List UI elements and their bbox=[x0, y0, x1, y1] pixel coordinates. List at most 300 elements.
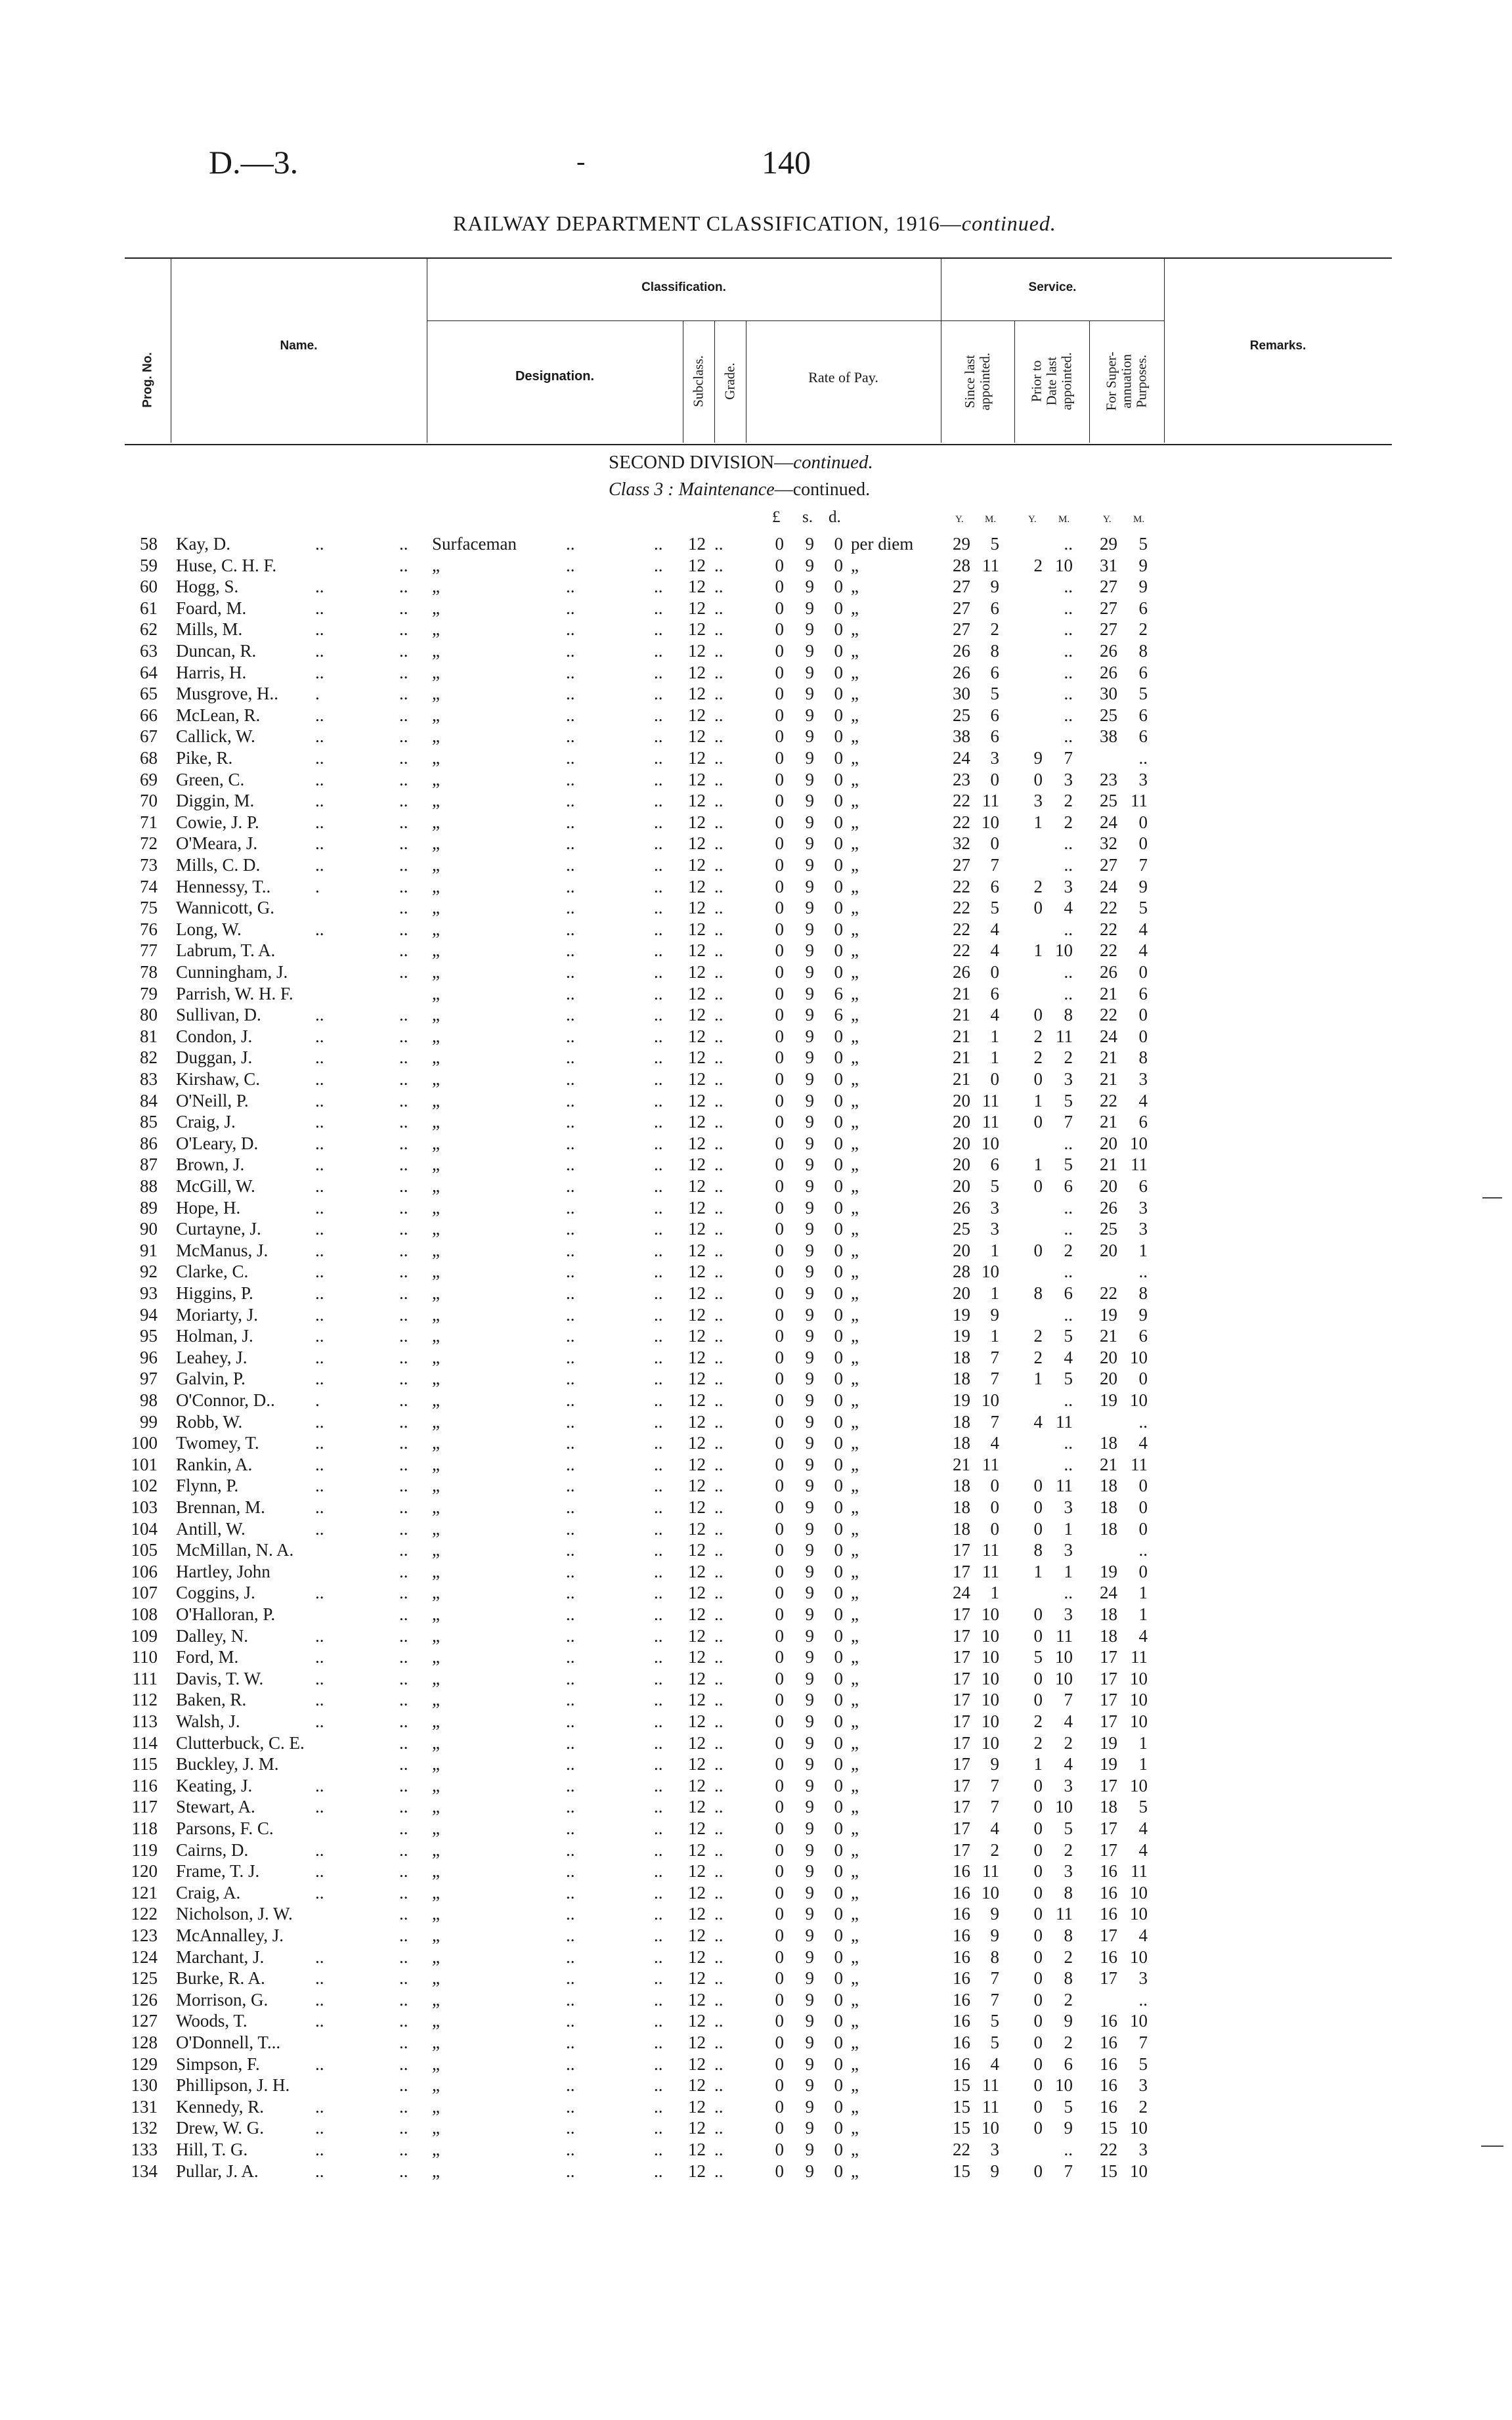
pay-period: „ bbox=[851, 2161, 859, 2181]
name-leader: .. bbox=[315, 619, 324, 640]
pay-period: „ bbox=[851, 1176, 859, 1196]
prior-months: 9 bbox=[1064, 2011, 1073, 2031]
subclass-leader: .. bbox=[654, 1904, 663, 1924]
pay-pounds: 0 bbox=[775, 748, 784, 768]
table-row bbox=[0, 1818, 1512, 1839]
since-months: 2 bbox=[990, 1839, 999, 1860]
table-row bbox=[0, 1454, 1512, 1475]
designation: „ bbox=[432, 1518, 440, 1539]
super-years: 26 bbox=[1100, 641, 1117, 661]
pay-period: „ bbox=[851, 1818, 859, 1838]
designation: „ bbox=[432, 705, 440, 725]
grade: 12 bbox=[688, 2140, 706, 2159]
pay-pounds: 0 bbox=[775, 705, 784, 725]
pay-pence: 0 bbox=[834, 1711, 843, 1731]
prior-months: 3 bbox=[1064, 1604, 1073, 1624]
grade: 12 bbox=[688, 1647, 706, 1667]
grade-leader: .. bbox=[714, 748, 724, 768]
grade: 12 bbox=[688, 1989, 706, 2010]
table-row bbox=[0, 705, 1512, 726]
prior-months: 2 bbox=[1064, 791, 1073, 811]
pay-pounds: 0 bbox=[775, 1304, 784, 1325]
pay-pence: 0 bbox=[834, 1668, 843, 1688]
designation-header: Designation. bbox=[515, 369, 594, 384]
designation: „ bbox=[432, 833, 440, 854]
pay-pence: 0 bbox=[834, 1904, 843, 1924]
super-months: 3 bbox=[1138, 1219, 1148, 1239]
table-row bbox=[0, 555, 1512, 576]
since-years: 28 bbox=[953, 1262, 970, 1282]
pay-shillings: 9 bbox=[805, 641, 814, 661]
pay-period: „ bbox=[851, 1947, 859, 1967]
prior-months: .. bbox=[1064, 2140, 1073, 2159]
name-leader: .. bbox=[315, 1155, 324, 1175]
section-subtitle: Class 3 : Maintenance—continued. bbox=[609, 479, 871, 500]
prog-no: 102 bbox=[131, 1476, 158, 1496]
pay-shillings: 9 bbox=[805, 1925, 814, 1945]
pay-shillings: 9 bbox=[805, 1839, 814, 1860]
since-years: 20 bbox=[953, 1283, 970, 1303]
super-months: 1 bbox=[1138, 1732, 1148, 1753]
grade: 12 bbox=[688, 1904, 706, 1924]
pay-pounds: 0 bbox=[775, 855, 784, 875]
pay-period: „ bbox=[851, 1882, 859, 1903]
super-years: 21 bbox=[1100, 1454, 1117, 1474]
prior-years: 9 bbox=[1033, 748, 1043, 768]
super-months: 0 bbox=[1138, 1518, 1148, 1539]
pay-pence: 0 bbox=[834, 1219, 843, 1239]
designation: „ bbox=[432, 1112, 440, 1132]
prior-years: 0 bbox=[1033, 1690, 1043, 1710]
table-row bbox=[0, 1304, 1512, 1325]
prog-no: 98 bbox=[140, 1390, 158, 1410]
leader: .. bbox=[399, 1155, 408, 1175]
since-years: 17 bbox=[953, 1604, 970, 1624]
super-months: 0 bbox=[1138, 1497, 1148, 1517]
designation-leader: .. bbox=[566, 1861, 575, 1881]
unit-months-1: M. bbox=[985, 514, 997, 525]
since-years: 22 bbox=[953, 791, 970, 811]
super-months: .. bbox=[1138, 748, 1148, 768]
grade: 12 bbox=[688, 1540, 706, 1560]
leader: .. bbox=[399, 1540, 408, 1560]
prior-months: 2 bbox=[1064, 812, 1073, 832]
subclass-leader: .. bbox=[654, 619, 663, 640]
name-leader: .. bbox=[315, 1839, 324, 1860]
pay-period: „ bbox=[851, 684, 859, 704]
prior-months: .. bbox=[1064, 662, 1073, 682]
since-years: 27 bbox=[953, 577, 970, 597]
designation-leader: .. bbox=[566, 1262, 575, 1282]
pay-shillings: 9 bbox=[805, 1283, 814, 1303]
prog-no: 134 bbox=[131, 2161, 158, 2181]
pay-pence: 6 bbox=[834, 983, 843, 1003]
designation: „ bbox=[432, 919, 440, 939]
pay-pounds: 0 bbox=[775, 1133, 784, 1153]
super-months: 10 bbox=[1130, 1882, 1148, 1903]
pay-pounds: 0 bbox=[775, 1326, 784, 1346]
subclass-leader: .. bbox=[654, 1155, 663, 1175]
prog-no: 64 bbox=[140, 662, 158, 682]
since-months: 7 bbox=[990, 1411, 999, 1432]
grade-leader: .. bbox=[714, 1732, 724, 1753]
super-months: 6 bbox=[1138, 705, 1148, 725]
pay-pounds: 0 bbox=[775, 1839, 784, 1860]
grade-leader: .. bbox=[714, 769, 724, 789]
prior-months: 2 bbox=[1064, 1732, 1073, 1753]
super-months: 0 bbox=[1138, 833, 1148, 854]
pay-period: „ bbox=[851, 748, 859, 768]
pay-shillings: 9 bbox=[805, 940, 814, 961]
grade-leader: .. bbox=[714, 1604, 724, 1624]
name-leader: .. bbox=[315, 1069, 324, 1089]
prog-no: 97 bbox=[140, 1369, 158, 1389]
leader: .. bbox=[399, 1026, 408, 1046]
grade: 12 bbox=[688, 855, 706, 875]
name-leader: .. bbox=[315, 1219, 324, 1239]
since-months: 6 bbox=[990, 1155, 999, 1175]
designation-leader: .. bbox=[566, 791, 575, 811]
name-leader: .. bbox=[315, 662, 324, 682]
subclass-header: Subclass. bbox=[690, 355, 706, 407]
since-years: 17 bbox=[953, 1561, 970, 1581]
header-dash: - bbox=[576, 146, 586, 176]
designation: „ bbox=[432, 684, 440, 704]
grade: 12 bbox=[688, 1304, 706, 1325]
super-years: 18 bbox=[1100, 1433, 1117, 1453]
prog-no: 83 bbox=[140, 1069, 158, 1089]
pay-period: „ bbox=[851, 1090, 859, 1111]
pay-pence: 0 bbox=[834, 1818, 843, 1838]
prior-years: 0 bbox=[1033, 1882, 1043, 1903]
pay-period: „ bbox=[851, 1968, 859, 1989]
name-leader: .. bbox=[315, 2161, 324, 2181]
pay-shillings: 9 bbox=[805, 2140, 814, 2159]
pay-pence: 0 bbox=[834, 1240, 843, 1260]
since-months: 0 bbox=[990, 1497, 999, 1517]
subclass-leader: .. bbox=[654, 1583, 663, 1603]
name: Duggan, J. bbox=[176, 1047, 253, 1068]
pay-pence: 0 bbox=[834, 705, 843, 725]
since-months: 6 bbox=[990, 726, 999, 747]
designation: „ bbox=[432, 1647, 440, 1667]
prog-no: 84 bbox=[140, 1090, 158, 1111]
super-years: 16 bbox=[1100, 1861, 1117, 1881]
table-row bbox=[0, 576, 1512, 597]
since-years: 18 bbox=[953, 1433, 970, 1453]
pay-pence: 0 bbox=[834, 962, 843, 982]
prior-months: 2 bbox=[1064, 1839, 1073, 1860]
pay-shillings: 9 bbox=[805, 555, 814, 575]
prior-months: 5 bbox=[1064, 1090, 1073, 1111]
grade: 12 bbox=[688, 1668, 706, 1688]
subclass-leader: .. bbox=[654, 1390, 663, 1410]
pay-period: „ bbox=[851, 619, 859, 640]
since-years: 22 bbox=[953, 2140, 970, 2159]
pay-pence: 0 bbox=[834, 662, 843, 682]
name: Walsh, J. bbox=[176, 1711, 240, 1731]
since-months: 0 bbox=[990, 1476, 999, 1496]
pay-pence: 0 bbox=[834, 1262, 843, 1282]
prior-years: 0 bbox=[1033, 898, 1043, 918]
subclass-leader: .. bbox=[654, 1861, 663, 1881]
prog-no: 60 bbox=[140, 577, 158, 597]
name: O'Connor, D.. bbox=[176, 1390, 275, 1410]
rate-of-pay-header: Rate of Pay. bbox=[808, 369, 878, 385]
prior-years: 4 bbox=[1033, 1411, 1043, 1432]
super-months: 10 bbox=[1130, 1711, 1148, 1731]
subclass-leader: .. bbox=[654, 1775, 663, 1795]
pay-shillings: 9 bbox=[805, 1497, 814, 1517]
name: Hill, T. G. bbox=[176, 2140, 248, 2159]
leader: .. bbox=[399, 1947, 408, 1967]
name-leader: .. bbox=[315, 2054, 324, 2074]
leader: .. bbox=[399, 1283, 408, 1303]
pay-pence: 0 bbox=[834, 2075, 843, 2096]
super-months: 3 bbox=[1138, 2075, 1148, 2096]
prior-months: .. bbox=[1064, 855, 1073, 875]
super-months: 11 bbox=[1131, 1861, 1148, 1881]
leader: .. bbox=[399, 1561, 408, 1581]
designation-leader: .. bbox=[566, 1540, 575, 1560]
pay-shillings: 9 bbox=[805, 1989, 814, 2010]
designation-leader: .. bbox=[566, 1476, 575, 1496]
table-row bbox=[0, 833, 1512, 854]
designation-leader: .. bbox=[566, 2118, 575, 2138]
table-row bbox=[0, 1411, 1512, 1432]
name: O'Halloran, P. bbox=[176, 1604, 276, 1624]
name: Stewart, A. bbox=[176, 1797, 255, 1817]
super-months: 5 bbox=[1138, 684, 1148, 704]
since-years: 21 bbox=[953, 1047, 970, 1068]
table-row bbox=[0, 1711, 1512, 1732]
pay-pounds: 0 bbox=[775, 1176, 784, 1196]
prog-no: 61 bbox=[140, 598, 158, 618]
leader: .. bbox=[399, 812, 408, 832]
pay-period: „ bbox=[851, 1797, 859, 1817]
pay-shillings: 9 bbox=[805, 1540, 814, 1560]
designation-leader: .. bbox=[566, 1454, 575, 1474]
prog-no: 78 bbox=[140, 962, 158, 982]
grade-leader: .. bbox=[714, 940, 724, 961]
super-years: 21 bbox=[1100, 1069, 1117, 1089]
grade: 12 bbox=[688, 1518, 706, 1539]
name: Mills, M. bbox=[176, 619, 243, 640]
super-years: 16 bbox=[1100, 2054, 1117, 2074]
subclass-leader: .. bbox=[654, 1518, 663, 1539]
since-months: 10 bbox=[982, 1625, 999, 1646]
unit-shillings: s. bbox=[802, 508, 813, 526]
grade-leader: .. bbox=[714, 534, 724, 554]
table-row bbox=[0, 897, 1512, 918]
pay-pounds: 0 bbox=[775, 1390, 784, 1410]
subclass-leader: .. bbox=[654, 791, 663, 811]
name-leader: .. bbox=[315, 1197, 324, 1218]
prog-no: 100 bbox=[131, 1433, 158, 1453]
pay-pounds: 0 bbox=[775, 898, 784, 918]
since-years: 17 bbox=[953, 1625, 970, 1646]
designation: „ bbox=[432, 662, 440, 682]
pay-pence: 0 bbox=[834, 1947, 843, 1967]
grade-leader: .. bbox=[714, 876, 724, 896]
prior-months: .. bbox=[1064, 534, 1073, 554]
since-months: 11 bbox=[982, 1561, 999, 1581]
table-row bbox=[0, 812, 1512, 833]
pay-shillings: 9 bbox=[805, 983, 814, 1003]
prog-no: 75 bbox=[140, 898, 158, 918]
pay-pence: 0 bbox=[834, 1561, 843, 1581]
grade-leader: .. bbox=[714, 2096, 724, 2117]
subclass-leader: .. bbox=[654, 684, 663, 704]
designation-leader: .. bbox=[566, 1304, 575, 1325]
pay-period: „ bbox=[851, 1668, 859, 1688]
subclass-leader: .. bbox=[654, 1112, 663, 1132]
since-months: 6 bbox=[990, 705, 999, 725]
pay-period: „ bbox=[851, 1005, 859, 1025]
pay-shillings: 9 bbox=[805, 2033, 814, 2052]
designation: „ bbox=[432, 1197, 440, 1218]
prog-no: 99 bbox=[140, 1411, 158, 1432]
prog-no: 132 bbox=[131, 2118, 158, 2138]
designation-leader: .. bbox=[566, 1155, 575, 1175]
prog-no: 93 bbox=[140, 1283, 158, 1303]
name-leader: .. bbox=[315, 1497, 324, 1517]
prior-years: 0 bbox=[1033, 769, 1043, 789]
grade: 12 bbox=[688, 598, 706, 618]
grade-leader: .. bbox=[714, 1754, 724, 1774]
super-years: 16 bbox=[1100, 2033, 1117, 2052]
table-row bbox=[0, 876, 1512, 897]
pay-shillings: 9 bbox=[805, 748, 814, 768]
pay-pence: 0 bbox=[834, 1518, 843, 1539]
prior-years: 2 bbox=[1033, 1732, 1043, 1753]
pay-pounds: 0 bbox=[775, 1797, 784, 1817]
subclass-leader: .. bbox=[654, 2033, 663, 2052]
table-row bbox=[0, 1111, 1512, 1132]
name-leader: .. bbox=[315, 1518, 324, 1539]
since-years: 17 bbox=[953, 1775, 970, 1795]
designation-leader: .. bbox=[566, 1176, 575, 1196]
super-months: 11 bbox=[1131, 1155, 1148, 1175]
pay-shillings: 9 bbox=[805, 1476, 814, 1496]
pay-pence: 0 bbox=[834, 619, 843, 640]
table-row bbox=[0, 1582, 1512, 1603]
grade: 12 bbox=[688, 2075, 706, 2096]
prog-no: 74 bbox=[140, 876, 158, 896]
grade-leader: .. bbox=[714, 1989, 724, 2010]
pay-period: „ bbox=[851, 1219, 859, 1239]
pay-pence: 0 bbox=[834, 1347, 843, 1367]
super-years: 22 bbox=[1100, 1005, 1117, 1025]
since-months: 9 bbox=[990, 1904, 999, 1924]
grade: 12 bbox=[688, 1369, 706, 1389]
pay-pence: 0 bbox=[834, 577, 843, 597]
pay-period: „ bbox=[851, 1390, 859, 1410]
name: Moriarty, J. bbox=[176, 1304, 258, 1325]
super-years: 25 bbox=[1100, 1219, 1117, 1239]
name-header: Name. bbox=[280, 339, 318, 353]
prior-months: 3 bbox=[1064, 1497, 1073, 1517]
designation-leader: .. bbox=[566, 812, 575, 832]
grade: 12 bbox=[688, 962, 706, 982]
table-row bbox=[0, 1154, 1512, 1175]
designation-leader: .. bbox=[566, 769, 575, 789]
prog-no: 76 bbox=[140, 919, 158, 939]
grade: 12 bbox=[688, 1625, 706, 1646]
name-leader: .. bbox=[315, 641, 324, 661]
since-years: 22 bbox=[953, 898, 970, 918]
pay-period: „ bbox=[851, 1047, 859, 1068]
pay-period: „ bbox=[851, 1433, 859, 1453]
subclass-leader: .. bbox=[654, 1540, 663, 1560]
designation-leader: .. bbox=[566, 1518, 575, 1539]
grade-leader: .. bbox=[714, 2054, 724, 2074]
super-years: 17 bbox=[1100, 1668, 1117, 1688]
since-months: 6 bbox=[990, 598, 999, 618]
leader: .. bbox=[399, 1968, 408, 1989]
leader: .. bbox=[399, 1989, 408, 2010]
name: Dalley, N. bbox=[176, 1625, 248, 1646]
since-years: 17 bbox=[953, 1754, 970, 1774]
grade: 12 bbox=[688, 555, 706, 575]
subclass-leader: .. bbox=[654, 598, 663, 618]
since-years: 30 bbox=[953, 684, 970, 704]
super-years: 18 bbox=[1100, 1476, 1117, 1496]
name-leader: .. bbox=[315, 1347, 324, 1367]
super-months: 3 bbox=[1138, 2140, 1148, 2159]
designation-leader: .. bbox=[566, 662, 575, 682]
pay-shillings: 9 bbox=[805, 1625, 814, 1646]
grade-leader: .. bbox=[714, 641, 724, 661]
subclass-leader: .. bbox=[654, 1090, 663, 1111]
super-months: 11 bbox=[1131, 1647, 1148, 1667]
since-years: 18 bbox=[953, 1497, 970, 1517]
super-years: 24 bbox=[1100, 1026, 1117, 1046]
super-months: 10 bbox=[1130, 2118, 1148, 2138]
pay-shillings: 9 bbox=[805, 2054, 814, 2074]
pay-shillings: 9 bbox=[805, 684, 814, 704]
super-months: .. bbox=[1138, 1540, 1148, 1560]
prior-years: 0 bbox=[1033, 1518, 1043, 1539]
grade: 12 bbox=[688, 1347, 706, 1367]
grade: 12 bbox=[688, 705, 706, 725]
since-months: 7 bbox=[990, 1775, 999, 1795]
pay-shillings: 9 bbox=[805, 1326, 814, 1346]
name: McGill, W. bbox=[176, 1176, 255, 1196]
pay-pence: 0 bbox=[834, 2033, 843, 2052]
prog-no: 94 bbox=[140, 1304, 158, 1325]
designation-leader: .. bbox=[566, 555, 575, 575]
since-years: 18 bbox=[953, 1476, 970, 1496]
pay-period: „ bbox=[851, 962, 859, 982]
grade: 12 bbox=[688, 1604, 706, 1624]
designation: „ bbox=[432, 2161, 440, 2181]
since-years: 17 bbox=[953, 1647, 970, 1667]
super-months: 6 bbox=[1138, 1112, 1148, 1132]
super-years: 25 bbox=[1100, 705, 1117, 725]
leader: .. bbox=[399, 1133, 408, 1153]
subclass-leader: .. bbox=[654, 1968, 663, 1989]
name-leader: .. bbox=[315, 833, 324, 854]
name-leader: .. bbox=[315, 577, 324, 597]
grade: 12 bbox=[688, 1882, 706, 1903]
subclass-leader: .. bbox=[654, 577, 663, 597]
since-months: 3 bbox=[990, 2140, 999, 2159]
designation-leader: .. bbox=[566, 2140, 575, 2159]
grade-leader: .. bbox=[714, 855, 724, 875]
name-leader: .. bbox=[315, 2096, 324, 2117]
super-years: 18 bbox=[1100, 1518, 1117, 1539]
